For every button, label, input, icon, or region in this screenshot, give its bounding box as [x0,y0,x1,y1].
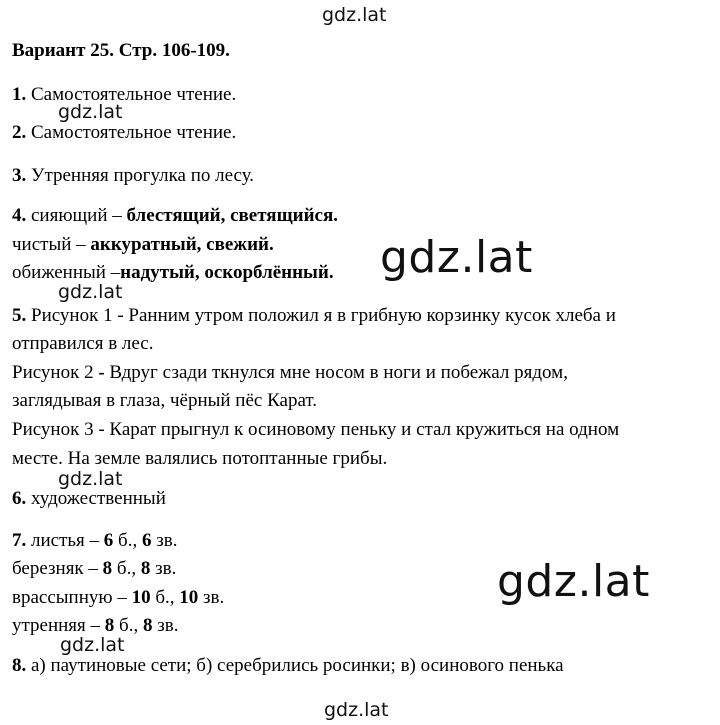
answer-5-pic1-cont: отправился в лес. [12,333,154,354]
answer-5-pic3: Рисунок 3 - Карат прыгнул к осиновому пеньку и стал кружиться на одном [12,419,620,440]
watermark-line5: gdz.lat [58,281,123,303]
answer-4-line3: обиженный –надутый, оскорблённый. [12,262,334,283]
watermark-line8: gdz.lat [60,634,125,656]
answer-4-line2: чистый – аккуратный, свежий. [12,234,274,255]
answer-1: 1. Самостоятельное чтение. [12,84,237,105]
answer-2: 2. Самостоятельное чтение. [12,122,237,143]
watermark-big-middle: gdz.lat [380,232,533,283]
answer-5-pic1: 5. Рисунок 1 - Ранним утром положил я в грибную корзинку кусок хлеба и [12,305,616,326]
watermark-line1: gdz.lat [58,101,123,123]
answer-7-row1: 7. листья – 6 б., 6 зв. [12,530,178,551]
watermark-big-lower: gdz.lat [497,556,650,607]
watermark-bottom: gdz.lat [324,699,389,721]
watermark-line6: gdz.lat [58,468,123,490]
answer-7-row4: утренняя – 8 б., 8 зв. [12,615,179,636]
watermark-top: gdz.lat [322,4,387,26]
page-title: Вариант 25. Стр. 106-109. [12,40,230,61]
answer-3: 3. Утренняя прогулка по лесу. [12,165,255,186]
answer-7-row3: врассыпную – 10 б., 10 зв. [12,587,225,608]
answer-8: 8. а) паутиновые сети; б) серебрились росинки; в) осинового пенька [12,655,564,676]
answer-4-line1: 4. сияющий – блестящий, светящийся. [12,205,338,226]
answer-6: 6. художественный [12,488,166,509]
answer-7-row2: березняк – 8 б., 8 зв. [12,558,177,579]
answer-5-pic2-cont: заглядывая в глаза, чёрный пёс Карат. [12,390,318,411]
answer-5-pic2: Рисунок 2 - Вдруг сзади ткнулся мне носом в ноги и побежал рядом, [12,362,568,383]
answer-5-pic3-cont: месте. На земле валялись потоптанные грибы. [12,448,388,469]
